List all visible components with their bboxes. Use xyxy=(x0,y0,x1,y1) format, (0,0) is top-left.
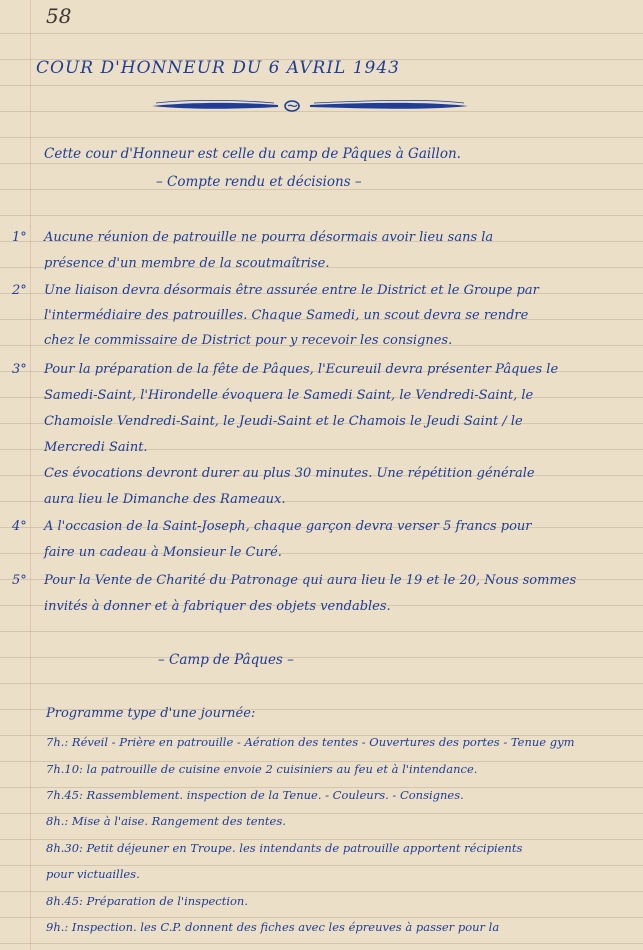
decision-3-line-5: Ces évocations devront durer au plus 30 minutes. Une répétition générale xyxy=(44,466,535,481)
decision-5-line-1: Pour la Vente de Charité du Patronage qui aura lieu le 19 et le 20, Nous sommes xyxy=(44,573,577,588)
decision-4-line-1: A l'occasion de la Saint-Joseph, chaque garçon devra verser 5 francs pour xyxy=(44,519,532,534)
decision-3-line-6: aura lieu le Dimanche des Rameaux. xyxy=(44,492,286,507)
decision-1-number: 1° xyxy=(12,230,27,245)
page-number: 58 xyxy=(46,4,72,28)
camp-heading: – Camp de Pâques – xyxy=(158,652,294,668)
decision-3-line-4: Mercredi Saint. xyxy=(44,440,148,455)
decision-4-number: 4° xyxy=(12,519,27,534)
schedule-item: pour victuailles. xyxy=(46,867,140,881)
schedule-item: 8h.: Mise à l'aise. Rangement des tentes. xyxy=(46,814,286,828)
program-title: Programme type d'une journée: xyxy=(46,706,256,721)
schedule-item: 7h.45: Rassemblement. inspection de la Tenue. - Couleurs. - Consignes. xyxy=(46,788,464,802)
decision-5-line-2: invités à donner et à fabriquer des objets vendables. xyxy=(44,599,391,614)
page-title: COUR D'HONNEUR DU 6 AVRIL 1943 xyxy=(36,58,400,78)
decision-2-line-2: l'intermédiaire des patrouilles. Chaque Samedi, un scout devra se rendre xyxy=(44,308,529,323)
decision-3-number: 3° xyxy=(12,362,27,377)
decision-3-line-1: Pour la préparation de la fête de Pâques, l'Ecureuil devra présenter Pâques le xyxy=(44,362,559,377)
decision-4-line-2: faire un cadeau à Monsieur le Curé. xyxy=(44,545,282,560)
title-ornament xyxy=(150,94,470,118)
decision-2-line-3: chez le commissaire de District pour y recevoir les consignes. xyxy=(44,333,453,348)
intro-line-1: Cette cour d'Honneur est celle du camp de Pâques à Gaillon. xyxy=(44,146,461,162)
schedule-item: 7h.: Réveil - Prière en patrouille - Aération des tentes - Ouvertures des portes - Tenue gym xyxy=(46,735,575,749)
decision-3-line-3: Chamoisle Vendredi-Saint, le Jeudi-Saint et le Chamois le Jeudi Saint / le xyxy=(44,414,523,429)
decision-5-number: 5° xyxy=(12,573,27,588)
margin-line xyxy=(30,0,31,950)
schedule-item: 9h.: Inspection. les C.P. donnent des fiches avec les épreuves à passer pour la xyxy=(46,920,500,934)
schedule-item: 8h.30: Petit déjeuner en Troupe. les intendants de patrouille apportent récipients xyxy=(46,841,523,855)
decision-2-number: 2° xyxy=(12,283,27,298)
schedule-item: 7h.10: la patrouille de cuisine envoie 2 cuisiniers au feu et à l'intendance. xyxy=(46,762,478,776)
schedule-item: 8h.45: Préparation de l'inspection. xyxy=(46,894,248,908)
decision-3-line-2: Samedi-Saint, l'Hirondelle évoquera le Samedi Saint, le Vendredi-Saint, le xyxy=(44,388,534,403)
decision-2-line-1: Une liaison devra désormais être assurée entre le District et le Groupe par xyxy=(44,283,539,298)
intro-line-2: – Compte rendu et décisions – xyxy=(156,174,362,190)
decision-1-line-2: présence d'un membre de la scoutmaîtrise. xyxy=(44,256,330,271)
decision-1-line-1: Aucune réunion de patrouille ne pourra désormais avoir lieu sans la xyxy=(44,230,494,245)
